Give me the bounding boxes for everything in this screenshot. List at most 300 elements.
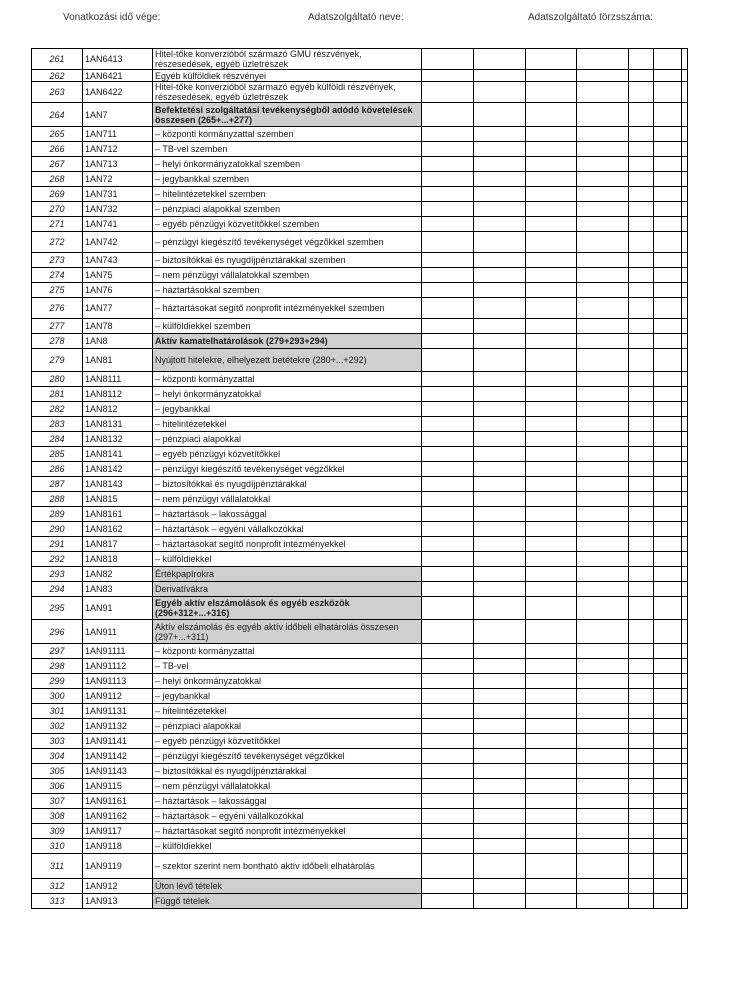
- value-cell[interactable]: [682, 492, 688, 507]
- value-cell[interactable]: [577, 809, 629, 824]
- value-cell[interactable]: [629, 764, 654, 779]
- value-cell[interactable]: [526, 719, 577, 734]
- value-cell[interactable]: [654, 103, 682, 127]
- value-cell[interactable]: [422, 894, 474, 909]
- value-cell[interactable]: [577, 82, 629, 103]
- value-cell[interactable]: [474, 349, 526, 372]
- value-cell[interactable]: [474, 567, 526, 582]
- value-cell[interactable]: [577, 704, 629, 719]
- value-cell[interactable]: [654, 217, 682, 232]
- value-cell[interactable]: [654, 839, 682, 854]
- value-cell[interactable]: [654, 157, 682, 172]
- value-cell[interactable]: [577, 319, 629, 334]
- value-cell[interactable]: [474, 202, 526, 217]
- value-cell[interactable]: [422, 319, 474, 334]
- value-cell[interactable]: [526, 764, 577, 779]
- value-cell[interactable]: [422, 749, 474, 764]
- value-cell[interactable]: [474, 689, 526, 704]
- value-cell[interactable]: [654, 283, 682, 298]
- value-cell[interactable]: [422, 417, 474, 432]
- value-cell[interactable]: [654, 567, 682, 582]
- value-cell[interactable]: [629, 232, 654, 253]
- value-cell[interactable]: [577, 537, 629, 552]
- value-cell[interactable]: [474, 283, 526, 298]
- value-cell[interactable]: [577, 567, 629, 582]
- value-cell[interactable]: [654, 417, 682, 432]
- value-cell[interactable]: [682, 432, 688, 447]
- value-cell[interactable]: [474, 552, 526, 567]
- value-cell[interactable]: [474, 334, 526, 349]
- value-cell[interactable]: [422, 268, 474, 283]
- value-cell[interactable]: [474, 749, 526, 764]
- value-cell[interactable]: [629, 597, 654, 620]
- value-cell[interactable]: [682, 567, 688, 582]
- value-cell[interactable]: [629, 103, 654, 127]
- value-cell[interactable]: [422, 879, 474, 894]
- value-cell[interactable]: [474, 157, 526, 172]
- value-cell[interactable]: [577, 349, 629, 372]
- value-cell[interactable]: [682, 268, 688, 283]
- value-cell[interactable]: [577, 824, 629, 839]
- value-cell[interactable]: [577, 157, 629, 172]
- value-cell[interactable]: [526, 157, 577, 172]
- value-cell[interactable]: [474, 82, 526, 103]
- value-cell[interactable]: [629, 689, 654, 704]
- value-cell[interactable]: [654, 522, 682, 537]
- value-cell[interactable]: [682, 172, 688, 187]
- value-cell[interactable]: [422, 552, 474, 567]
- value-cell[interactable]: [654, 142, 682, 157]
- value-cell[interactable]: [474, 894, 526, 909]
- value-cell[interactable]: [629, 127, 654, 142]
- value-cell[interactable]: [654, 854, 682, 879]
- value-cell[interactable]: [526, 854, 577, 879]
- value-cell[interactable]: [682, 447, 688, 462]
- value-cell[interactable]: [422, 253, 474, 268]
- value-cell[interactable]: [422, 49, 474, 70]
- value-cell[interactable]: [682, 253, 688, 268]
- value-cell[interactable]: [682, 202, 688, 217]
- value-cell[interactable]: [422, 103, 474, 127]
- value-cell[interactable]: [682, 674, 688, 689]
- value-cell[interactable]: [629, 704, 654, 719]
- value-cell[interactable]: [682, 764, 688, 779]
- value-cell[interactable]: [577, 659, 629, 674]
- value-cell[interactable]: [654, 779, 682, 794]
- value-cell[interactable]: [682, 507, 688, 522]
- value-cell[interactable]: [422, 764, 474, 779]
- value-cell[interactable]: [422, 674, 474, 689]
- value-cell[interactable]: [474, 492, 526, 507]
- value-cell[interactable]: [654, 552, 682, 567]
- value-cell[interactable]: [577, 689, 629, 704]
- value-cell[interactable]: [654, 620, 682, 644]
- value-cell[interactable]: [526, 103, 577, 127]
- value-cell[interactable]: [577, 232, 629, 253]
- value-cell[interactable]: [629, 839, 654, 854]
- value-cell[interactable]: [577, 49, 629, 70]
- value-cell[interactable]: [629, 372, 654, 387]
- value-cell[interactable]: [682, 49, 688, 70]
- value-cell[interactable]: [682, 537, 688, 552]
- value-cell[interactable]: [474, 447, 526, 462]
- value-cell[interactable]: [422, 704, 474, 719]
- value-cell[interactable]: [577, 839, 629, 854]
- value-cell[interactable]: [654, 187, 682, 202]
- value-cell[interactable]: [629, 202, 654, 217]
- value-cell[interactable]: [422, 809, 474, 824]
- value-cell[interactable]: [577, 334, 629, 349]
- value-cell[interactable]: [526, 82, 577, 103]
- value-cell[interactable]: [422, 719, 474, 734]
- value-cell[interactable]: [422, 492, 474, 507]
- value-cell[interactable]: [474, 674, 526, 689]
- value-cell[interactable]: [654, 824, 682, 839]
- value-cell[interactable]: [577, 202, 629, 217]
- value-cell[interactable]: [629, 492, 654, 507]
- value-cell[interactable]: [682, 417, 688, 432]
- value-cell[interactable]: [654, 432, 682, 447]
- value-cell[interactable]: [474, 734, 526, 749]
- value-cell[interactable]: [422, 372, 474, 387]
- value-cell[interactable]: [629, 82, 654, 103]
- value-cell[interactable]: [422, 597, 474, 620]
- value-cell[interactable]: [577, 794, 629, 809]
- value-cell[interactable]: [422, 432, 474, 447]
- value-cell[interactable]: [682, 689, 688, 704]
- value-cell[interactable]: [629, 567, 654, 582]
- value-cell[interactable]: [422, 217, 474, 232]
- value-cell[interactable]: [526, 620, 577, 644]
- value-cell[interactable]: [422, 142, 474, 157]
- value-cell[interactable]: [526, 537, 577, 552]
- value-cell[interactable]: [629, 809, 654, 824]
- value-cell[interactable]: [474, 432, 526, 447]
- value-cell[interactable]: [682, 157, 688, 172]
- value-cell[interactable]: [526, 689, 577, 704]
- value-cell[interactable]: [474, 779, 526, 794]
- value-cell[interactable]: [474, 70, 526, 82]
- value-cell[interactable]: [474, 522, 526, 537]
- value-cell[interactable]: [577, 70, 629, 82]
- value-cell[interactable]: [422, 298, 474, 319]
- value-cell[interactable]: [682, 187, 688, 202]
- value-cell[interactable]: [682, 387, 688, 402]
- value-cell[interactable]: [654, 809, 682, 824]
- value-cell[interactable]: [422, 689, 474, 704]
- value-cell[interactable]: [526, 507, 577, 522]
- value-cell[interactable]: [577, 620, 629, 644]
- value-cell[interactable]: [422, 127, 474, 142]
- value-cell[interactable]: [474, 644, 526, 659]
- value-cell[interactable]: [422, 644, 474, 659]
- value-cell[interactable]: [629, 552, 654, 567]
- value-cell[interactable]: [526, 477, 577, 492]
- value-cell[interactable]: [682, 809, 688, 824]
- value-cell[interactable]: [577, 507, 629, 522]
- value-cell[interactable]: [629, 142, 654, 157]
- value-cell[interactable]: [526, 839, 577, 854]
- value-cell[interactable]: [577, 283, 629, 298]
- value-cell[interactable]: [682, 719, 688, 734]
- value-cell[interactable]: [526, 372, 577, 387]
- value-cell[interactable]: [654, 894, 682, 909]
- value-cell[interactable]: [526, 187, 577, 202]
- value-cell[interactable]: [526, 70, 577, 82]
- value-cell[interactable]: [577, 854, 629, 879]
- value-cell[interactable]: [682, 879, 688, 894]
- value-cell[interactable]: [474, 103, 526, 127]
- value-cell[interactable]: [629, 172, 654, 187]
- value-cell[interactable]: [682, 644, 688, 659]
- value-cell[interactable]: [682, 82, 688, 103]
- value-cell[interactable]: [682, 854, 688, 879]
- value-cell[interactable]: [629, 537, 654, 552]
- value-cell[interactable]: [526, 567, 577, 582]
- value-cell[interactable]: [422, 477, 474, 492]
- value-cell[interactable]: [629, 894, 654, 909]
- value-cell[interactable]: [577, 894, 629, 909]
- value-cell[interactable]: [629, 522, 654, 537]
- value-cell[interactable]: [422, 582, 474, 597]
- value-cell[interactable]: [577, 172, 629, 187]
- value-cell[interactable]: [526, 268, 577, 283]
- value-cell[interactable]: [474, 854, 526, 879]
- value-cell[interactable]: [682, 620, 688, 644]
- value-cell[interactable]: [422, 462, 474, 477]
- value-cell[interactable]: [526, 49, 577, 70]
- value-cell[interactable]: [654, 537, 682, 552]
- value-cell[interactable]: [629, 824, 654, 839]
- value-cell[interactable]: [474, 794, 526, 809]
- value-cell[interactable]: [526, 217, 577, 232]
- value-cell[interactable]: [682, 283, 688, 298]
- value-cell[interactable]: [654, 172, 682, 187]
- value-cell[interactable]: [526, 253, 577, 268]
- value-cell[interactable]: [682, 70, 688, 82]
- value-cell[interactable]: [474, 417, 526, 432]
- value-cell[interactable]: [629, 674, 654, 689]
- value-cell[interactable]: [422, 202, 474, 217]
- value-cell[interactable]: [654, 644, 682, 659]
- value-cell[interactable]: [654, 372, 682, 387]
- value-cell[interactable]: [654, 253, 682, 268]
- value-cell[interactable]: [654, 879, 682, 894]
- value-cell[interactable]: [474, 879, 526, 894]
- value-cell[interactable]: [682, 839, 688, 854]
- value-cell[interactable]: [682, 894, 688, 909]
- value-cell[interactable]: [654, 582, 682, 597]
- value-cell[interactable]: [474, 809, 526, 824]
- value-cell[interactable]: [577, 372, 629, 387]
- value-cell[interactable]: [526, 824, 577, 839]
- value-cell[interactable]: [654, 232, 682, 253]
- value-cell[interactable]: [654, 597, 682, 620]
- value-cell[interactable]: [577, 217, 629, 232]
- value-cell[interactable]: [682, 232, 688, 253]
- value-cell[interactable]: [526, 779, 577, 794]
- value-cell[interactable]: [654, 477, 682, 492]
- value-cell[interactable]: [577, 492, 629, 507]
- value-cell[interactable]: [526, 432, 577, 447]
- value-cell[interactable]: [474, 620, 526, 644]
- value-cell[interactable]: [629, 334, 654, 349]
- value-cell[interactable]: [654, 82, 682, 103]
- value-cell[interactable]: [526, 894, 577, 909]
- value-cell[interactable]: [577, 779, 629, 794]
- value-cell[interactable]: [629, 854, 654, 879]
- value-cell[interactable]: [526, 794, 577, 809]
- value-cell[interactable]: [577, 417, 629, 432]
- value-cell[interactable]: [654, 734, 682, 749]
- value-cell[interactable]: [629, 507, 654, 522]
- value-cell[interactable]: [422, 839, 474, 854]
- value-cell[interactable]: [629, 432, 654, 447]
- value-cell[interactable]: [422, 187, 474, 202]
- value-cell[interactable]: [526, 127, 577, 142]
- value-cell[interactable]: [682, 749, 688, 764]
- value-cell[interactable]: [474, 537, 526, 552]
- value-cell[interactable]: [577, 142, 629, 157]
- value-cell[interactable]: [526, 674, 577, 689]
- value-cell[interactable]: [654, 704, 682, 719]
- value-cell[interactable]: [422, 402, 474, 417]
- value-cell[interactable]: [474, 253, 526, 268]
- value-cell[interactable]: [474, 49, 526, 70]
- value-cell[interactable]: [629, 644, 654, 659]
- value-cell[interactable]: [654, 298, 682, 319]
- value-cell[interactable]: [422, 567, 474, 582]
- value-cell[interactable]: [526, 879, 577, 894]
- value-cell[interactable]: [422, 82, 474, 103]
- value-cell[interactable]: [526, 659, 577, 674]
- value-cell[interactable]: [654, 49, 682, 70]
- value-cell[interactable]: [682, 319, 688, 334]
- value-cell[interactable]: [654, 794, 682, 809]
- value-cell[interactable]: [526, 349, 577, 372]
- value-cell[interactable]: [474, 268, 526, 283]
- value-cell[interactable]: [577, 187, 629, 202]
- value-cell[interactable]: [474, 127, 526, 142]
- value-cell[interactable]: [422, 659, 474, 674]
- value-cell[interactable]: [526, 597, 577, 620]
- value-cell[interactable]: [577, 764, 629, 779]
- value-cell[interactable]: [422, 734, 474, 749]
- value-cell[interactable]: [474, 764, 526, 779]
- value-cell[interactable]: [629, 187, 654, 202]
- value-cell[interactable]: [682, 334, 688, 349]
- value-cell[interactable]: [654, 319, 682, 334]
- value-cell[interactable]: [474, 142, 526, 157]
- value-cell[interactable]: [577, 462, 629, 477]
- value-cell[interactable]: [629, 719, 654, 734]
- value-cell[interactable]: [422, 537, 474, 552]
- value-cell[interactable]: [422, 854, 474, 879]
- value-cell[interactable]: [526, 447, 577, 462]
- value-cell[interactable]: [422, 157, 474, 172]
- value-cell[interactable]: [629, 779, 654, 794]
- value-cell[interactable]: [577, 644, 629, 659]
- value-cell[interactable]: [422, 522, 474, 537]
- value-cell[interactable]: [682, 582, 688, 597]
- value-cell[interactable]: [474, 217, 526, 232]
- value-cell[interactable]: [577, 253, 629, 268]
- value-cell[interactable]: [629, 253, 654, 268]
- value-cell[interactable]: [526, 298, 577, 319]
- value-cell[interactable]: [526, 644, 577, 659]
- value-cell[interactable]: [474, 372, 526, 387]
- value-cell[interactable]: [682, 142, 688, 157]
- value-cell[interactable]: [474, 597, 526, 620]
- value-cell[interactable]: [474, 704, 526, 719]
- value-cell[interactable]: [474, 462, 526, 477]
- value-cell[interactable]: [682, 779, 688, 794]
- value-cell[interactable]: [526, 734, 577, 749]
- value-cell[interactable]: [422, 779, 474, 794]
- value-cell[interactable]: [526, 402, 577, 417]
- value-cell[interactable]: [577, 879, 629, 894]
- value-cell[interactable]: [526, 704, 577, 719]
- value-cell[interactable]: [629, 879, 654, 894]
- value-cell[interactable]: [474, 319, 526, 334]
- value-cell[interactable]: [526, 749, 577, 764]
- value-cell[interactable]: [654, 202, 682, 217]
- value-cell[interactable]: [654, 447, 682, 462]
- value-cell[interactable]: [526, 232, 577, 253]
- value-cell[interactable]: [526, 283, 577, 298]
- value-cell[interactable]: [682, 477, 688, 492]
- value-cell[interactable]: [577, 268, 629, 283]
- value-cell[interactable]: [422, 232, 474, 253]
- value-cell[interactable]: [526, 142, 577, 157]
- value-cell[interactable]: [682, 659, 688, 674]
- value-cell[interactable]: [526, 202, 577, 217]
- value-cell[interactable]: [474, 232, 526, 253]
- value-cell[interactable]: [629, 447, 654, 462]
- value-cell[interactable]: [629, 462, 654, 477]
- value-cell[interactable]: [577, 719, 629, 734]
- value-cell[interactable]: [422, 507, 474, 522]
- value-cell[interactable]: [629, 298, 654, 319]
- value-cell[interactable]: [474, 824, 526, 839]
- value-cell[interactable]: [526, 334, 577, 349]
- value-cell[interactable]: [526, 582, 577, 597]
- value-cell[interactable]: [629, 70, 654, 82]
- value-cell[interactable]: [577, 734, 629, 749]
- value-cell[interactable]: [474, 477, 526, 492]
- value-cell[interactable]: [577, 674, 629, 689]
- value-cell[interactable]: [474, 659, 526, 674]
- value-cell[interactable]: [654, 659, 682, 674]
- value-cell[interactable]: [629, 157, 654, 172]
- value-cell[interactable]: [629, 319, 654, 334]
- value-cell[interactable]: [682, 824, 688, 839]
- value-cell[interactable]: [629, 582, 654, 597]
- value-cell[interactable]: [682, 402, 688, 417]
- value-cell[interactable]: [654, 749, 682, 764]
- value-cell[interactable]: [577, 477, 629, 492]
- value-cell[interactable]: [682, 794, 688, 809]
- value-cell[interactable]: [422, 172, 474, 187]
- value-cell[interactable]: [577, 402, 629, 417]
- value-cell[interactable]: [577, 582, 629, 597]
- value-cell[interactable]: [474, 402, 526, 417]
- value-cell[interactable]: [526, 809, 577, 824]
- value-cell[interactable]: [422, 620, 474, 644]
- value-cell[interactable]: [526, 172, 577, 187]
- value-cell[interactable]: [577, 552, 629, 567]
- value-cell[interactable]: [422, 349, 474, 372]
